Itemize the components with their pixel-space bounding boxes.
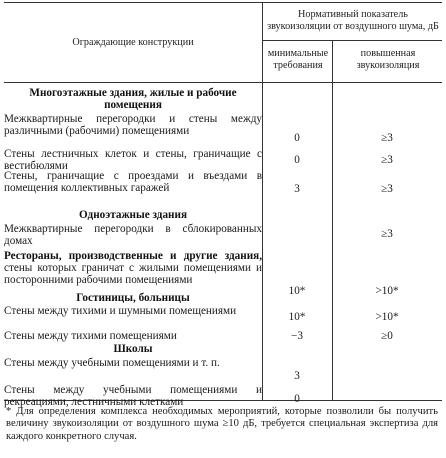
row-label: Стены, граничащие с проездами и въездами в помещения коллективных гаражей <box>4 170 262 195</box>
column-header-group: Нормативный показатель звукоизоляции от воздушного шума, дБ <box>267 9 439 32</box>
column-header-constructions: Ограждающие конструкции <box>72 37 194 48</box>
section-title: Рестораны, производственные и другие здания, <box>4 250 262 262</box>
row-label: Межквартирные перегородки и стены между различными (рабочими) помещениями <box>4 113 262 138</box>
min-value: 10* <box>288 285 306 297</box>
table-top-rule <box>4 2 442 3</box>
row-label: Стены лестничных клеток и стены, граничащие с вестибюлями <box>4 148 262 173</box>
max-value: >10* <box>375 311 399 323</box>
max-value: ≥3 <box>381 183 393 195</box>
section-title: Многоэтажные здания, жилые и рабочие помещения <box>29 87 237 112</box>
row-label: Стены между учебными помещениями и т. п. <box>4 357 220 369</box>
max-value: ≥3 <box>381 132 393 144</box>
max-value: ≥3 <box>381 154 393 166</box>
max-value: ≥0 <box>381 330 393 342</box>
header-bottom-rule <box>4 82 442 83</box>
body-divider-2 <box>332 82 333 400</box>
section-title: Школы <box>113 343 153 355</box>
row-label: Межквартирные перегородки в сблокированных домах <box>4 223 262 248</box>
group-underline <box>262 40 442 41</box>
column-header-minimum: минимальные требования <box>267 48 329 71</box>
row-label: Стены между учебными помещениями и рекреациями, лестничными клетками <box>4 384 262 409</box>
row-label-rest: стены которых граничат с жилыми помещениями и посторонними рабочими помещениями <box>4 262 262 287</box>
max-value: >10* <box>375 285 399 297</box>
max-value: ≥3 <box>381 228 393 240</box>
section-title: Гостиницы, больницы <box>76 292 190 304</box>
body-divider-1 <box>262 82 263 400</box>
min-value: 10* <box>288 311 306 323</box>
min-value: 3 <box>294 370 300 382</box>
header-divider-2 <box>332 40 333 82</box>
header-divider-1 <box>262 2 263 82</box>
section-title: Одноэтажные здания <box>79 209 187 221</box>
footnote: * Для определения комплекса необходимых мероприятий, которые позволили бы получить величину звукоизоляции от воздушного шума ≥10 дБ, требуется специальная экспертиза для каждого конкретного случая. <box>6 406 438 442</box>
min-value: 3 <box>294 183 300 195</box>
min-value: 0 <box>294 154 300 166</box>
row-label <box>4 250 262 287</box>
min-value: −3 <box>291 330 303 342</box>
row-label: Стены между тихими помещениями <box>4 330 177 342</box>
column-header-enhanced: повышенная звукоизоляция <box>356 48 420 71</box>
min-value: 0 <box>294 393 300 405</box>
row-label: Стены между тихими и шумными помещениями <box>4 305 237 317</box>
min-value: 0 <box>294 132 300 144</box>
